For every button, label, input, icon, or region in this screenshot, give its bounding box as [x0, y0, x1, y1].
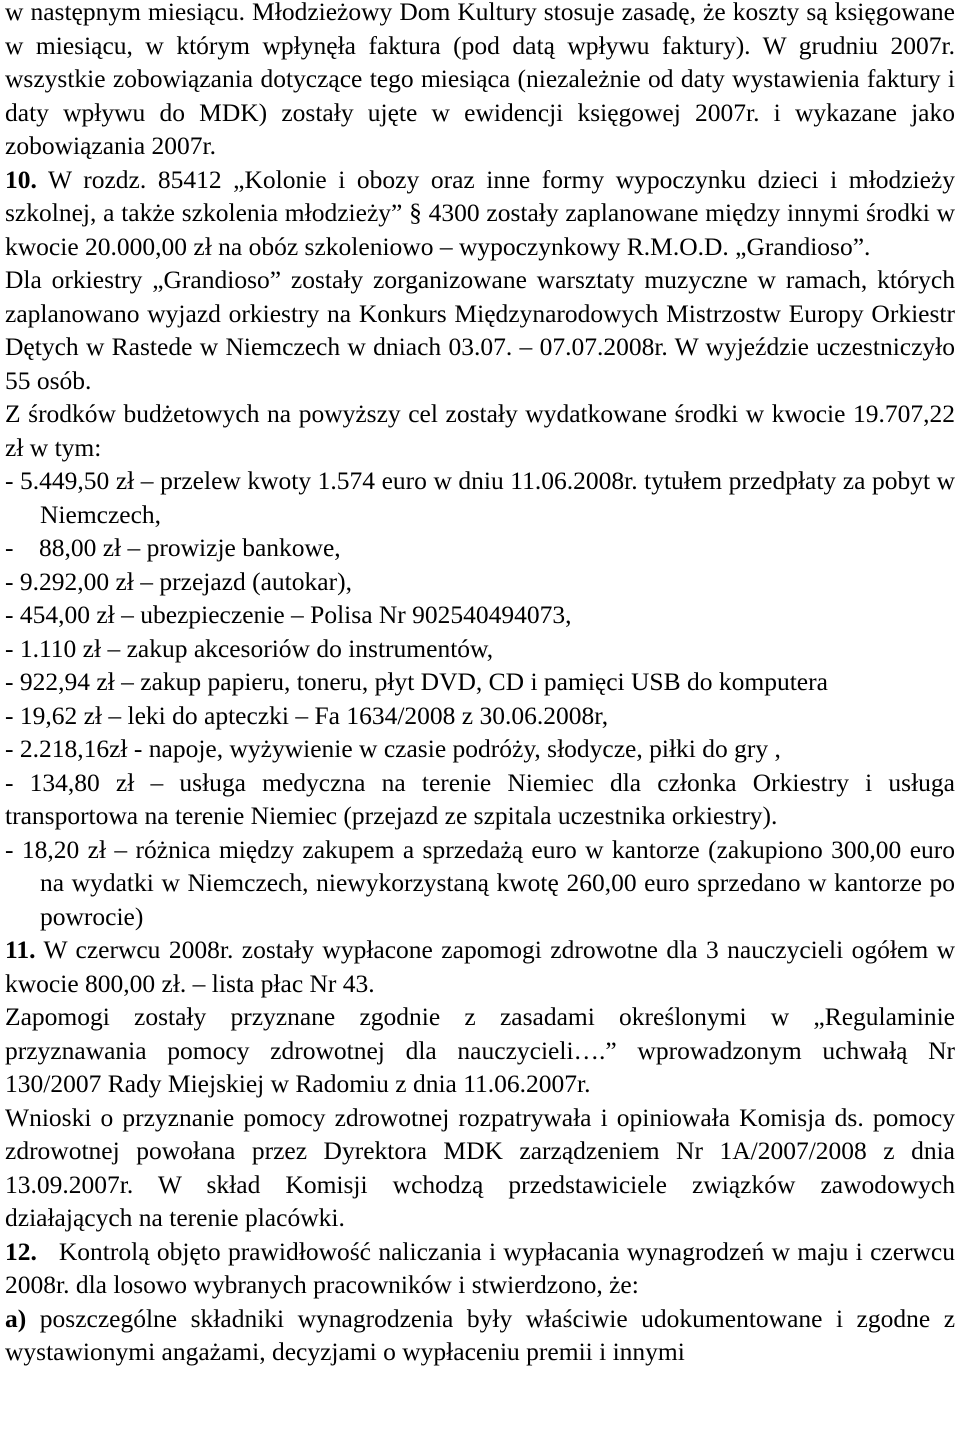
- expense-item: - 922,94 zł – zakup papieru, toneru, płyt DVD, CD i pamięci USB do komputera: [5, 667, 828, 696]
- paragraph-12: [5, 1235, 955, 1302]
- expense-item: - 88,00 zł – prowizje bankowe,: [5, 533, 341, 562]
- paragraph-orchestra: Dla orkiestry „Grandioso” zostały zorganizowane warsztaty muzyczne w ramach, których zaplanowano wyjazd orkiestry na Konkurs Międzynarodowych Mistrzostw Europy Orkiestr Dętych w Rastede w Niemczech w dniach 03.07. – 07.07.2008r. W wyjeździe uczestniczyło 55 osób.: [5, 265, 955, 395]
- expense-item-medical: - 134,80 zł – usługa medyczna na terenie Niemiec dla członka Orkiestry i usługa transportowa na terenie Niemiec (przejazd ze szpitala uczestnika orkiestry).: [5, 767, 955, 830]
- paragraph-funds: Z środków budżetowych na powyższy cel zostały wydatkowane środki w kwocie 19.707,22 zł w tym:: [5, 399, 955, 462]
- paragraph-a-text: poszczególne składniki wynagrodzenia były właściwie udokumentowane i zgodne z wystawionymi angażami, decyzjami o wypłaceniu premii i innymi: [5, 1303, 956, 1366]
- paragraph-intro: w następnym miesiącu. Młodzieżowy Dom Kultury stosuje zasadę, że koszty są księgowane w miesiącu, w którym wpłynęła faktura (pod datą wpływu faktury). W grudniu 2007r. wszystkie zobowiązania dotyczące tego miesiąca (niezależnie od daty wystawienia faktury i daty wpływu do MDK) zostały ujęte w ewidencji księgowej 2007r. i wykazane jako zobowiązania 2007r.: [5, 0, 955, 160]
- paragraph-12-number: 12.: [5, 1236, 37, 1266]
- expense-item: - 454,00 zł – ubezpieczenie – Polisa Nr 902540494073,: [5, 600, 572, 629]
- paragraph-10: [5, 163, 955, 264]
- expense-item: - 1.110 zł – zakup akcesoriów do instrumentów,: [5, 633, 494, 663]
- paragraph-regulamin: Zapomogi zostały przyznane zgodnie z zasadami określonymi w „Regulaminie przyznawania pomocy zdrowotnej dla nauczycieli….” wprowadzonym uchwałą Nr 130/2007 Rady Miejskiej w Radomiu z dnia 11.06.2007r.: [5, 1002, 955, 1098]
- expense-item: - 5.449,50 zł – przelew kwoty 1.574 euro w dniu 11.06.2008r. tytułem przedpłaty za pobyt w Niemczech,: [5, 466, 955, 529]
- expense-list: [5, 464, 955, 933]
- paragraph-11: [5, 933, 955, 1000]
- paragraph-10-text: W rozdz. 85412 „Kolonie i obozy oraz inne formy wypoczynku dzieci i młodzieży szkolnej, a także szkolenia młodzieży” § 4300 zostały zaplanowane między innymi środki w kwocie 20.000,00 zł na obóz szkoleniowo – wypoczynkowy R.M.O.D. „Grandioso”.: [5, 164, 955, 261]
- paragraph-a: [5, 1302, 955, 1369]
- paragraph-a-label: a): [5, 1303, 27, 1333]
- paragraph-11-number: 11.: [5, 935, 36, 964]
- expense-item: - 19,62 zł – leki do apteczki – Fa 1634/2008 z 30.06.2008r,: [5, 700, 609, 730]
- expense-item: - 2.218,16zł - napoje, wyżywienie w czasie podróży, słodycze, piłki do gry ,: [5, 734, 781, 763]
- paragraph-11-text: W czerwcu 2008r. zostały wypłacone zapomogi zdrowotne dla 3 nauczycieli ogółem w kwocie 800,00 zł. – lista płac Nr 43.: [5, 935, 956, 998]
- expense-item-exchange: - 18,20 zł – różnica między zakupem a sprzedażą euro w kantorze (zakupiono 300,00 euro na wydatki w Niemczech, niewykorzystaną kwotę 260,00 euro sprzedano w kantorze po powrocie): [5, 834, 955, 931]
- paragraph-commission: Wnioski o przyznanie pomocy zdrowotnej rozpatrywała i opiniowała Komisja ds. pomocy zdrowotnej powołana przez Dyrektora MDK zarządzeniem Nr 1A/2007/2008 z dnia 13.09.2007r. W skład Komisji wchodzą przedstawiciele związków zawodowych działających na terenie placówki.: [5, 1102, 955, 1232]
- paragraph-10-number: 10.: [5, 164, 37, 194]
- paragraph-12-text: Kontrolą objęto prawidłowość naliczania i wypłacania wynagrodzeń w maju i czerwcu 2008r. dla losowo wybranych pracowników i stwierdzono, że:: [5, 1236, 956, 1299]
- expense-item: - 9.292,00 zł – przejazd (autokar),: [5, 566, 352, 596]
